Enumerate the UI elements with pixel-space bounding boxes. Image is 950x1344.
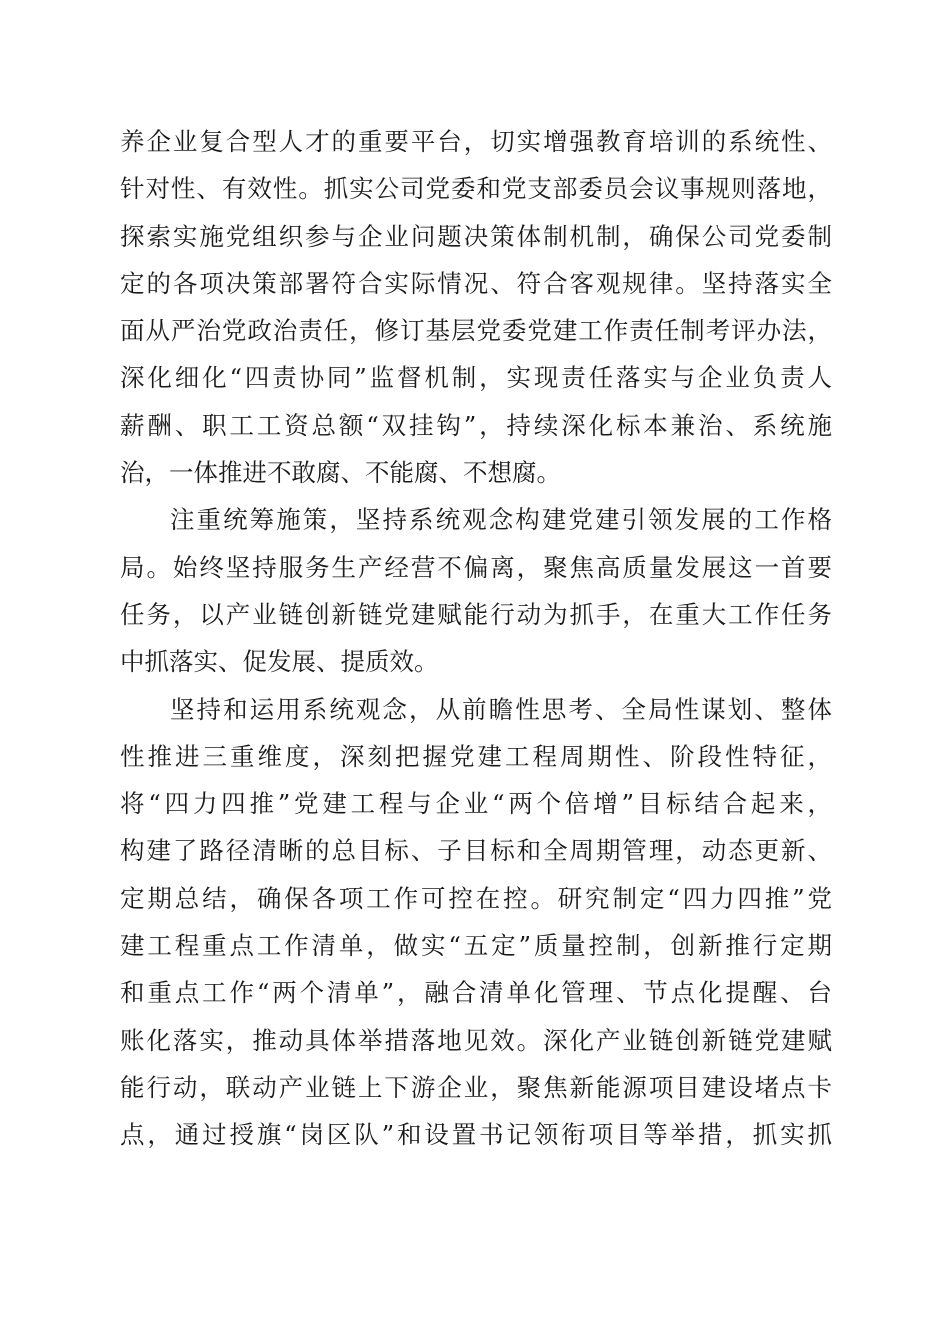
paragraph-3 <box>120 686 832 1159</box>
paragraph-line: 和重点工作“两个清单”，融合清单化管理、节点化提醒、台 <box>120 978 832 1008</box>
paragraph-line: 构建了路径清晰的总目标、子目标和全周期管理，动态更新、 <box>120 836 832 866</box>
paragraph-line: 性推进三重维度，深刻把握党建工程周期性、阶段性特征， <box>120 741 832 771</box>
paragraph-line: 坚持和运用系统观念，从前瞻性思考、全局性谋划、整体 <box>170 694 832 724</box>
paragraph-line: 定期总结，确保各项工作可控在控。研究制定“四力四推”党 <box>120 883 832 913</box>
paragraph-line: 建工程重点工作清单，做实“五定”质量控制，创新推行定期 <box>120 931 832 961</box>
paragraph-1 <box>120 118 832 496</box>
paragraph-line: 定的各项决策部署符合实际情况、符合客观规律。坚持落实全 <box>120 268 832 298</box>
document-body <box>120 118 832 1159</box>
paragraph-line: 点，通过授旗“岗区队”和设置书记领衔项目等举措，抓实抓 <box>120 1120 832 1150</box>
paragraph-line: 治，一体推进不敢腐、不能腐、不想腐。 <box>120 458 561 488</box>
paragraph-line: 薪酬、职工工资总额“双挂钩”，持续深化标本兼治、系统施 <box>120 410 832 440</box>
paragraph-line: 任务，以产业链创新链党建赋能行动为抓手，在重大工作任务 <box>120 599 832 629</box>
paragraph-line: 针对性、有效性。抓实公司党委和党支部委员会议事规则落地， <box>120 174 832 204</box>
paragraph-line: 养企业复合型人才的重要平台，切实增强教育培训的系统性、 <box>120 127 832 156</box>
paragraph-line: 深化细化“四责协同”监督机制，实现责任落实与企业负责人 <box>120 363 832 393</box>
paragraph-line: 探索实施党组织参与企业问题决策体制机制，确保公司党委制 <box>120 221 832 251</box>
paragraph-line: 注重统筹施策，坚持系统观念构建党建引领发展的工作格 <box>170 505 832 535</box>
paragraph-line: 账化落实，推动具体举措落地见效。深化产业链创新链党建赋 <box>120 1025 832 1055</box>
paragraph-line: 局。始终坚持服务生产经营不偏离，聚焦高质量发展这一首要 <box>120 552 832 582</box>
paragraph-line: 能行动，联动产业链上下游企业，聚焦新能源项目建设堵点卡 <box>120 1072 832 1102</box>
paragraph-line: 中抓落实、促发展、提质效。 <box>120 647 439 677</box>
paragraph-line: 面从严治党政治责任，修订基层党委党建工作责任制考评办法， <box>120 316 832 346</box>
paragraph-line: 将“四力四推”党建工程与企业“两个倍增”目标结合起来， <box>120 789 832 819</box>
paragraph-2 <box>120 496 832 685</box>
